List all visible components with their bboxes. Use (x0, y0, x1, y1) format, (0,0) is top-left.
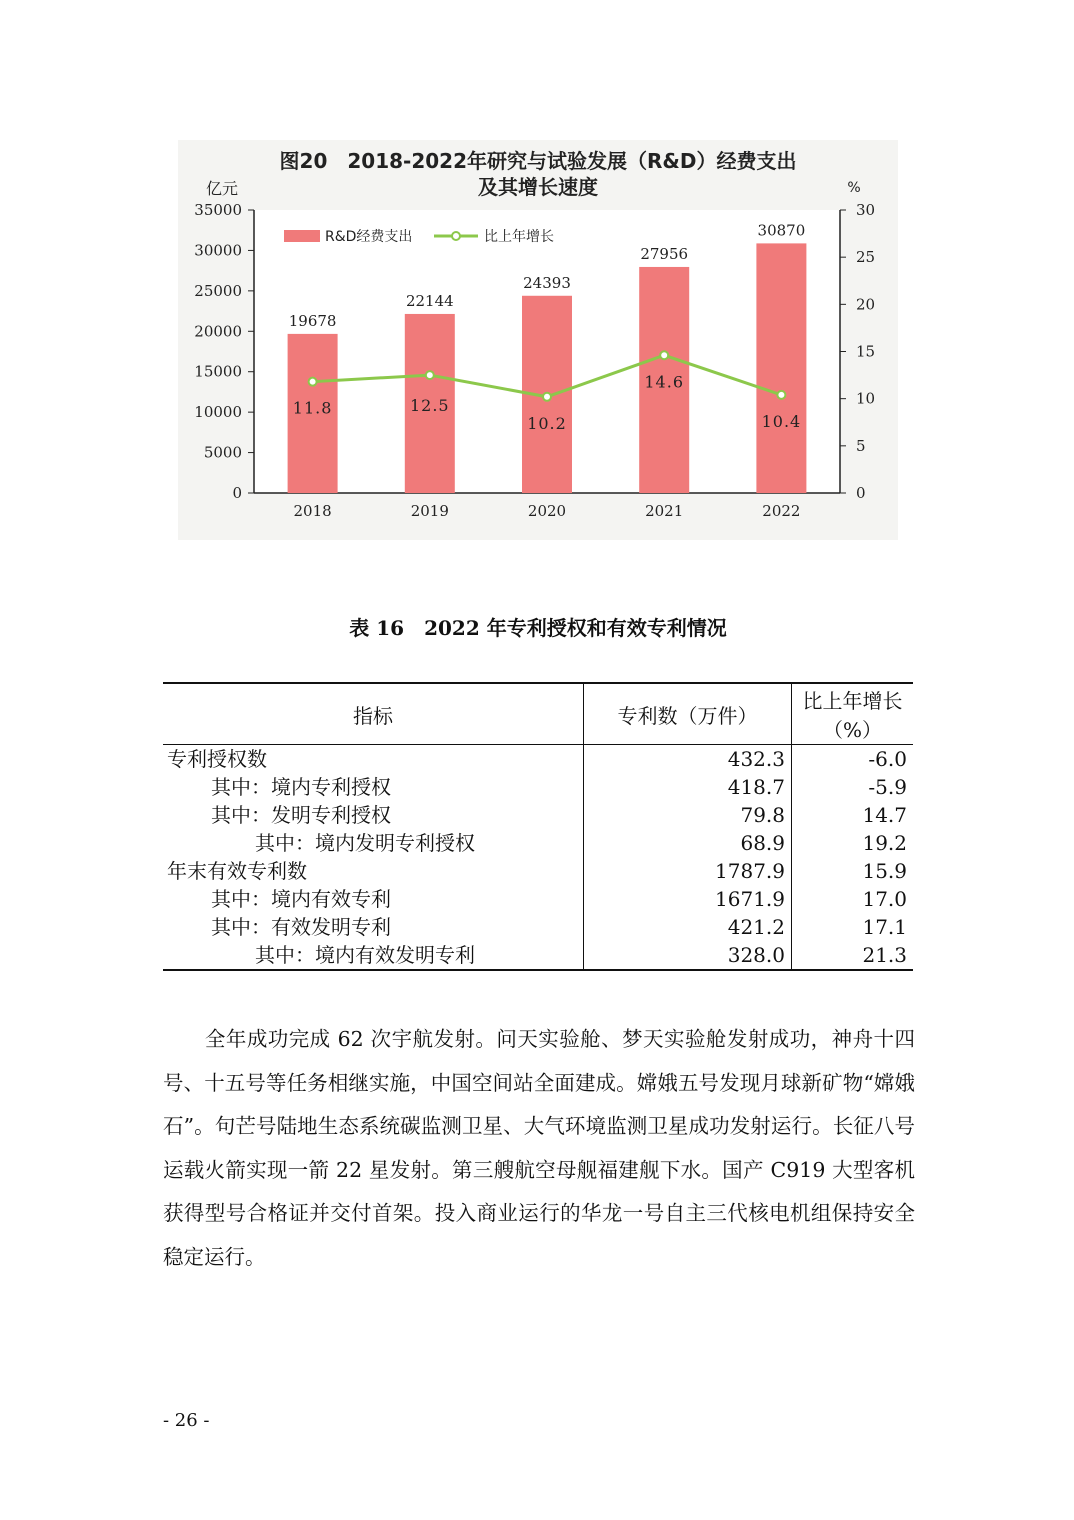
row-growth: 14.7 (862, 803, 907, 827)
bar-value-label: 22144 (405, 291, 454, 310)
row-count: 328.0 (584, 941, 792, 970)
table-row (163, 857, 913, 885)
row-growth: -5.9 (868, 775, 907, 799)
growth-point (660, 351, 668, 359)
row-growth: 17.1 (862, 915, 907, 939)
row-count: 79.8 (584, 801, 792, 829)
growth-value-label: 12.5 (409, 396, 450, 416)
right-tick-label: 20 (856, 295, 876, 314)
row-label: 其中：境内有效专利 (163, 885, 584, 913)
legend-bar-swatch (284, 230, 320, 242)
row-growth: 15.9 (862, 859, 907, 883)
growth-value-label: 10.2 (527, 413, 567, 433)
row-label: 其中：境内发明专利授权 (163, 829, 584, 857)
body-paragraph: 全年成功完成 62 次宇航发射。问天实验舱、梦天实验舱发射成功，神舟十四号、十五号等任务相继实施，中国空间站全面建成。嫦娥五号发现月球新矿物“嫦娥石”。句芒号陆地生态系统碳监测卫星、大气环境监测卫星成功发射运行。长征八号运载火箭实现一箭 22 星发射。第三艘航空母舰福建舰下水。国产 C919 大型客机获得型号合格证并交付首架。投入商业运行的华龙一号自主三代核电机组保持安全稳定运行。 (163, 1027, 915, 1269)
row-label: 其中：境内有效发明专利 (163, 941, 584, 970)
table-row (163, 801, 913, 829)
left-tick-label: 15000 (194, 362, 242, 381)
right-tick-label: 15 (856, 342, 876, 361)
bar-value-label: 19678 (288, 311, 337, 330)
right-tick-label: 10 (856, 389, 876, 408)
row-count: 68.9 (584, 829, 792, 857)
table-row (163, 773, 913, 801)
table-row (163, 941, 913, 970)
header-growth: 比上年增长（%） (792, 683, 914, 745)
page-number: - 26 - (163, 1410, 210, 1431)
legend-bar-label: R&D经费支出 (325, 229, 413, 245)
table-row (163, 885, 913, 913)
right-tick-label: 5 (856, 436, 866, 455)
right-tick-label: 0 (856, 484, 866, 502)
table-title: 表 16 2022 年专利授权和有效专利情况 (349, 616, 727, 640)
chart-plot (178, 140, 898, 540)
rd-chart (178, 140, 898, 540)
row-count: 418.7 (584, 773, 792, 801)
legend-line-marker (452, 232, 460, 240)
bar-value-label: 30870 (757, 221, 806, 240)
growth-point (777, 391, 785, 399)
row-growth: 21.3 (792, 941, 914, 970)
growth-value-label: 14.6 (644, 372, 685, 392)
left-tick-label: 5000 (203, 443, 242, 462)
x-tick-label: 2018 (293, 502, 332, 520)
header-indicator: 指标 (163, 683, 584, 745)
left-tick-label: 20000 (194, 322, 242, 341)
row-growth: 17.0 (862, 887, 907, 911)
table-header-row (163, 683, 913, 745)
legend-line-label: 比上年增长 (484, 229, 554, 245)
bar-2022 (756, 243, 806, 493)
right-tick-label: 30 (856, 201, 876, 219)
chart-title-line2: 及其增长速度 (478, 175, 598, 199)
x-tick-label: 2020 (527, 502, 567, 520)
x-tick-label: 2022 (762, 502, 801, 520)
row-count: 1671.9 (584, 885, 792, 913)
chart-title-line1: 图20 2018-2022年研究与试验发展（R&D）经费支出 (279, 149, 797, 173)
row-count: 421.2 (584, 913, 792, 941)
row-label: 其中：发明专利授权 (163, 801, 584, 829)
left-tick-label: 0 (232, 484, 242, 502)
header-count: 专利数（万件） (584, 683, 792, 745)
table-row (163, 913, 913, 941)
table-row (163, 829, 913, 857)
bar-value-label: 24393 (523, 273, 571, 292)
row-growth: -6.0 (868, 747, 907, 771)
growth-point (426, 371, 434, 379)
row-label: 年末有效专利数 (163, 857, 584, 885)
row-count: 432.3 (584, 745, 792, 774)
row-label: 专利授权数 (163, 745, 584, 774)
left-tick-label: 25000 (194, 281, 242, 300)
left-tick-label: 35000 (194, 201, 242, 219)
left-tick-label: 30000 (194, 241, 242, 260)
x-tick-label: 2021 (645, 502, 684, 520)
row-growth: 19.2 (862, 831, 907, 855)
growth-point (543, 393, 551, 401)
patent-table (163, 682, 913, 971)
row-label: 其中：有效发明专利 (163, 913, 584, 941)
growth-point (309, 378, 317, 386)
row-count: 1787.9 (584, 857, 792, 885)
right-tick-label: 25 (856, 248, 876, 267)
growth-value-label: 10.4 (761, 411, 802, 431)
left-unit-label: 亿元 (205, 179, 239, 198)
row-label: 其中：境内专利授权 (163, 773, 584, 801)
growth-value-label: 11.8 (292, 398, 333, 418)
left-tick-label: 10000 (194, 403, 242, 422)
bar-value-label: 27956 (640, 244, 689, 263)
x-tick-label: 2019 (410, 502, 449, 520)
right-unit-label: % (847, 180, 861, 196)
table-row (163, 745, 913, 774)
